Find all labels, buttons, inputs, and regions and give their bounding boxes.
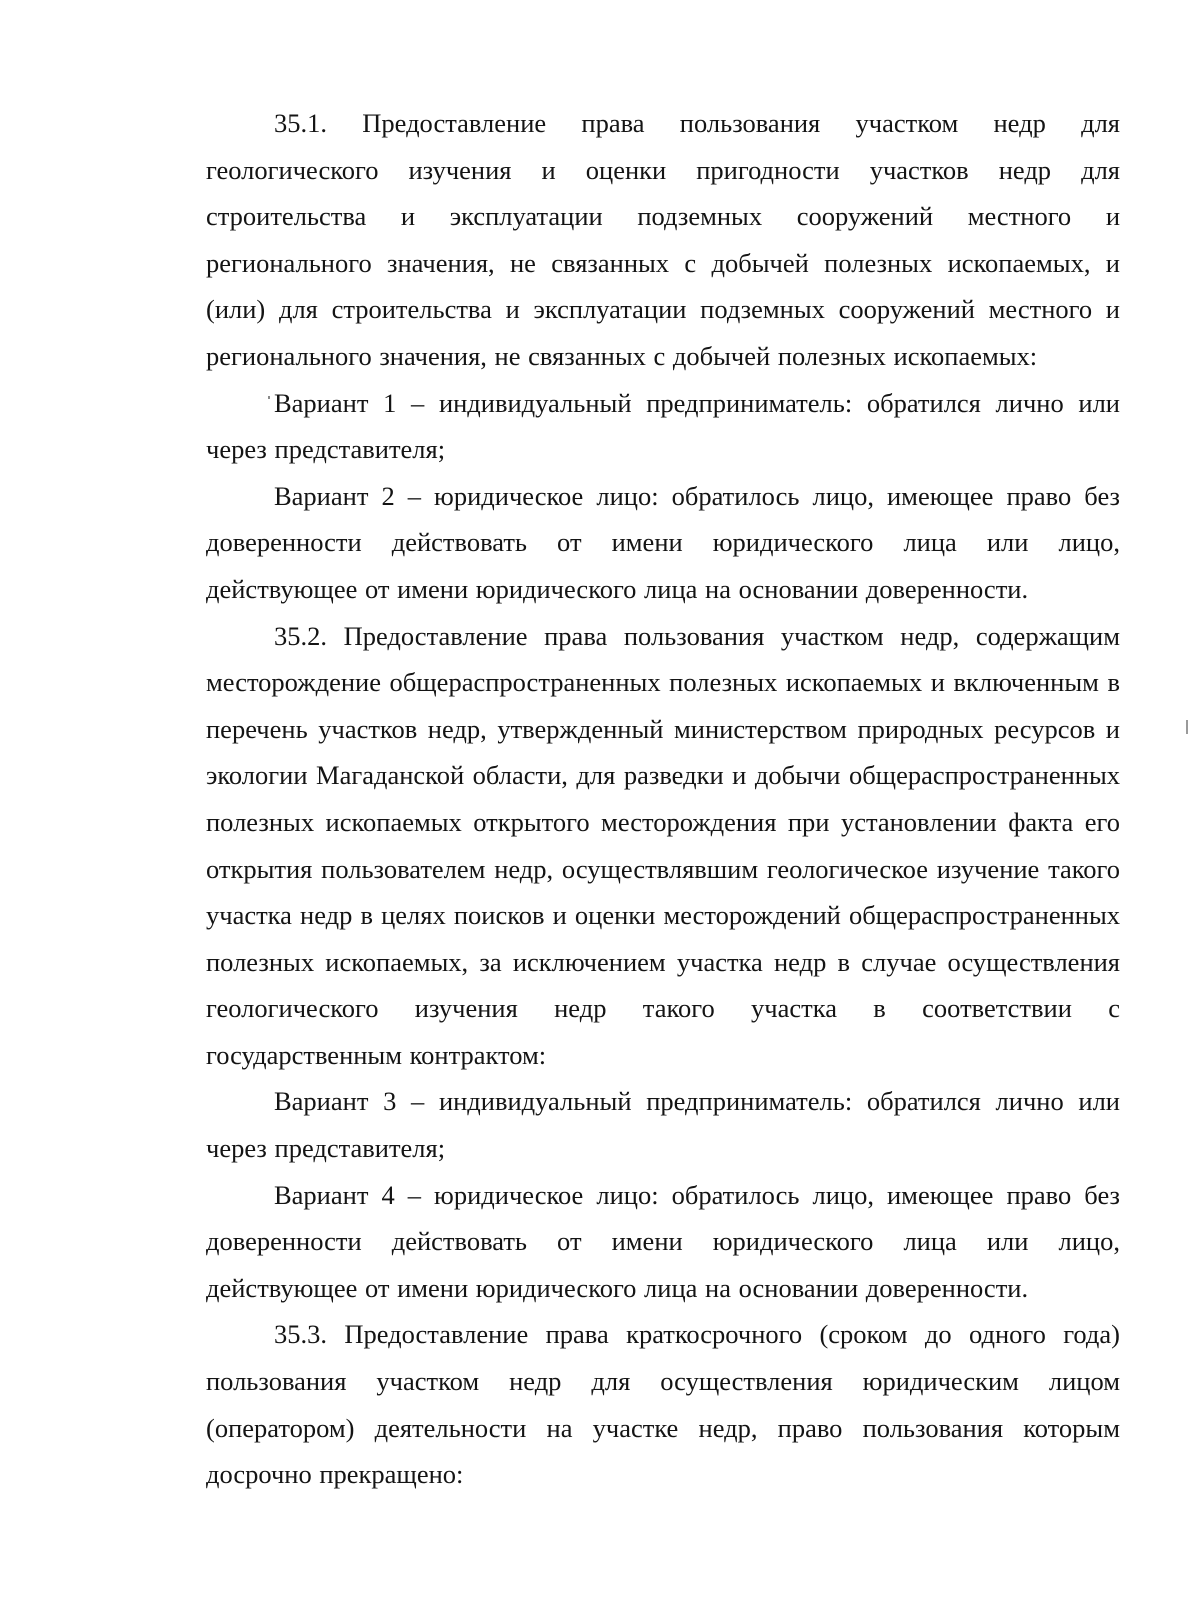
scan-edge-mark	[1186, 720, 1188, 734]
paragraph-variant-4: Вариант 4 – юридическое лицо: обратилось лицо, имеющее право без доверенности действовать от имени юридического лица или лицо, действующее от имени юридического лица на основании доверенности.	[206, 1179, 1120, 1303]
document-body	[206, 100, 1120, 1498]
paragraph-variant-2: Вариант 2 – юридическое лицо: обратилось лицо, имеющее право без доверенности действовать от имени юридического лица или лицо, действующее от имени юридического лица на основании доверенности.	[206, 480, 1120, 604]
paragraph-35-2: 35.2. Предоставление права пользования участком недр, содержащим месторождение общераспространенных полезных ископаемых и включенным в перечень участков недр, утвержденный министерством природных ресурсов и экологии Магаданской области, для разведки и добычи общераспространенных полезных ископаемых открытого месторождения при установлении факта его открытия пользователем недр, осуществлявшим геологическое изучение такого участка недр в целях поисков и оценки месторождений общераспространенных полезных ископаемых, за исключением участка недр в случае осуществления геологического изучения недр такого участка в соответствии с государственным контрактом:	[206, 620, 1120, 1070]
paragraph-variant-1: Вариант 1 – индивидуальный предприниматель: обратился лично или через представителя;	[206, 387, 1120, 465]
paragraph-35-3: 35.3. Предоставление права краткосрочного (сроком до одного года) пользования участком недр для осуществления юридическим лицом (оператором) деятельности на участке недр, право пользования которым досрочно прекращено:	[206, 1319, 1120, 1490]
paragraph-35-1: 35.1. Предоставление права пользования участком недр для геологического изучения и оценки пригодности участков недр для строительства и эксплуатации подземных сооружений местного и регионального значения, не связанных с добычей полезных ископаемых, и (или) для строительства и эксплуатации подземных сооружений местного и регионального значения, не связанных с добычей полезных ископаемых:	[206, 108, 1120, 371]
paragraph-variant-3: Вариант 3 – индивидуальный предприниматель: обратился лично или через представителя;	[206, 1086, 1120, 1164]
